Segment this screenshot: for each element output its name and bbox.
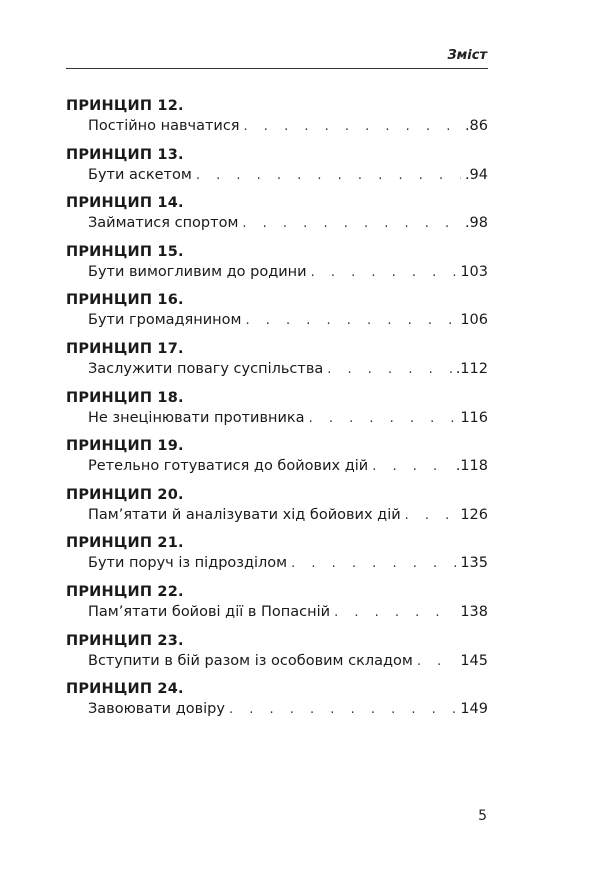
toc-entry-line: [66, 408, 488, 428]
toc-entry-title: Пам’ятати й аналізувати хід бойових дій: [88, 506, 401, 523]
toc-entry-line: [66, 602, 488, 622]
header-rule: [66, 68, 488, 69]
toc-entry-title: Бути поруч із підрозділом: [88, 555, 288, 572]
toc-dot-leader: [327, 360, 451, 380]
toc-entry-line: [66, 359, 488, 379]
toc-entry-page: 145: [460, 652, 488, 669]
toc-entry-line: [66, 505, 488, 525]
toc-dot-leader: [405, 506, 457, 526]
toc-entry-heading: ПРИНЦИП 12.: [66, 98, 184, 114]
toc-entry: [66, 631, 488, 680]
toc-entry: [66, 485, 488, 534]
table-of-contents: [66, 96, 488, 728]
toc-entry-page: 116: [460, 409, 488, 426]
toc-entry-line: [66, 262, 488, 282]
toc-entry-page: .94: [464, 166, 488, 183]
toc-dot-leader: [244, 117, 461, 137]
toc-entry-title: Бути вимогливим до родини: [88, 263, 307, 280]
toc-entry: [66, 679, 488, 728]
toc-entry-page: 103: [460, 263, 488, 280]
toc-entry-title: Не знецінювати противника: [88, 409, 305, 426]
toc-entry-page: .118: [455, 458, 488, 475]
toc-entry-line: [66, 213, 488, 233]
toc-entry-line: [66, 699, 488, 719]
toc-dot-leader: [309, 409, 457, 429]
toc-entry-title: Ретельно готуватися до бойових дій: [88, 458, 369, 475]
toc-entry: [66, 582, 488, 631]
toc-entry-line: [66, 553, 488, 573]
running-header-title: Зміст: [447, 48, 487, 63]
toc-entry-page: 138: [460, 603, 488, 620]
toc-entry-title: Вступити в бій разом із особовим складом: [88, 652, 413, 669]
toc-dot-leader: [229, 700, 456, 720]
toc-entry: [66, 145, 488, 194]
toc-entry-heading: ПРИНЦИП 22.: [66, 583, 184, 600]
toc-dot-leader: [245, 311, 456, 331]
toc-entry: [66, 193, 488, 242]
toc-entry-page: 135: [460, 555, 488, 572]
toc-entry: [66, 436, 488, 485]
toc-entry-line: [66, 165, 488, 185]
toc-entry-heading: ПРИНЦИП 18.: [66, 389, 184, 406]
toc-entry-line: [66, 456, 488, 476]
toc-entry-title: Заслужити повагу суспільства: [88, 360, 324, 377]
toc-entry-heading: ПРИНЦИП 17.: [66, 340, 184, 357]
toc-entry-line: [66, 116, 488, 136]
toc-dot-leader: [334, 603, 456, 623]
toc-entry-title: Займатися спортом: [88, 215, 239, 232]
toc-dot-leader: [311, 263, 457, 283]
toc-dot-leader: [417, 652, 456, 672]
toc-entry-page: 106: [460, 312, 488, 329]
toc-dot-leader: [196, 166, 461, 186]
toc-entry-line: [66, 651, 488, 671]
toc-entry-title: Завоювати довіру: [88, 701, 225, 718]
page-number: 5: [478, 808, 487, 824]
toc-entry-title: Постійно навчатися: [88, 118, 240, 134]
toc-entry-page: 126: [460, 506, 488, 523]
toc-entry-page: 149: [460, 701, 488, 718]
toc-entry-line: [66, 310, 488, 330]
toc-entry: [66, 96, 488, 145]
toc-entry: [66, 388, 488, 437]
toc-entry-heading: ПРИНЦИП 24.: [66, 681, 184, 698]
toc-entry-heading: ПРИНЦИП 15.: [66, 243, 184, 260]
toc-entry-page: .98: [464, 215, 488, 232]
toc-entry: [66, 290, 488, 339]
toc-entry-heading: ПРИНЦИП 13.: [66, 146, 184, 163]
toc-entry-heading: ПРИНЦИП 21.: [66, 535, 184, 552]
toc-entry-page: .86: [464, 118, 488, 134]
toc-entry-title: Пам’ятати бойові дії в Попасній: [88, 603, 331, 620]
toc-dot-leader: [291, 554, 456, 574]
toc-dot-leader: [372, 457, 452, 477]
toc-entry: [66, 242, 488, 291]
toc-entry-heading: ПРИНЦИП 14.: [66, 195, 184, 212]
toc-entry-title: Бути громадянином: [88, 312, 242, 329]
toc-entry-heading: ПРИНЦИП 20.: [66, 486, 184, 503]
toc-dot-leader: [242, 214, 461, 234]
toc-entry-page: .112: [455, 360, 488, 377]
toc-entry-heading: ПРИНЦИП 23.: [66, 632, 184, 649]
toc-entry-heading: ПРИНЦИП 16.: [66, 292, 184, 309]
toc-entry-heading: ПРИНЦИП 19.: [66, 438, 184, 455]
toc-entry: [66, 533, 488, 582]
toc-entry: [66, 339, 488, 388]
toc-entry-title: Бути аскетом: [88, 166, 192, 183]
